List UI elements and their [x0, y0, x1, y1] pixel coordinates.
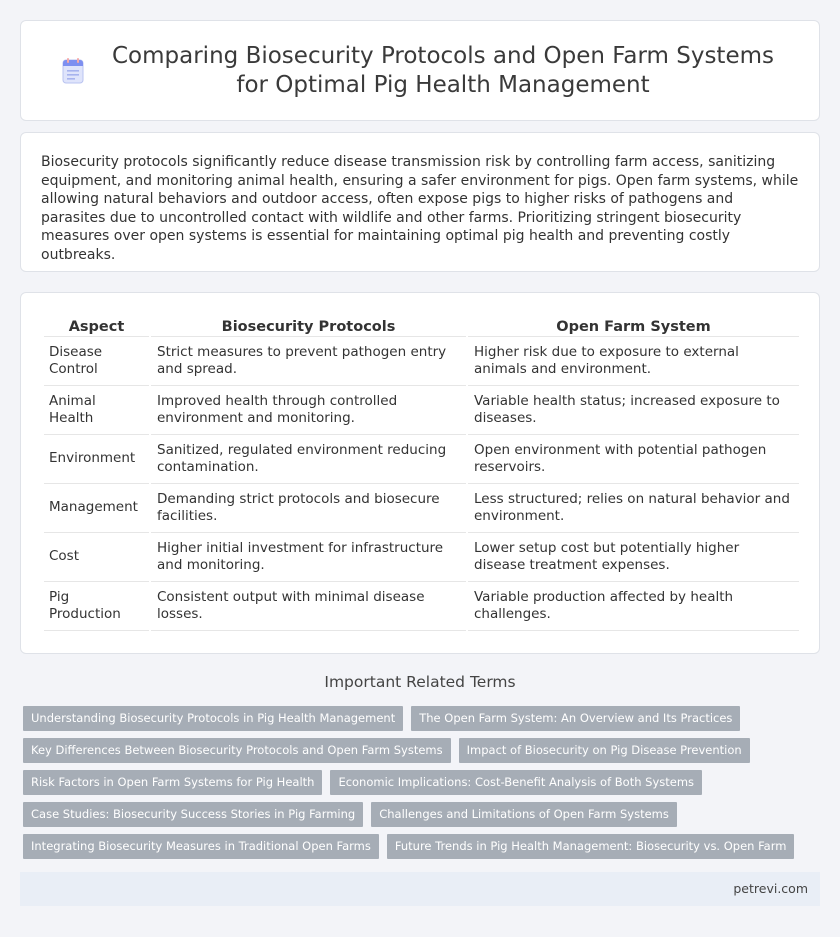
related-term-link[interactable]: Case Studies: Biosecurity Success Stories in Pig Farming — [23, 802, 363, 827]
biosecurity-cell: Sanitized, regulated environment reducing contamination. — [151, 435, 466, 484]
related-term-link[interactable]: Understanding Biosecurity Protocols in Pig Health Management — [23, 706, 403, 731]
related-term-link[interactable]: Risk Factors in Open Farm Systems for Pig Health — [23, 770, 322, 795]
comparison-table-card — [20, 292, 820, 654]
open-farm-cell: Variable health status; increased exposure to diseases. — [468, 386, 799, 435]
aspect-cell: Environment — [44, 435, 149, 484]
header-inner — [21, 21, 819, 120]
aspect-cell: Cost — [44, 533, 149, 582]
comparison-table — [42, 313, 801, 631]
biosecurity-cell: Strict measures to prevent pathogen entry and spread. — [151, 337, 466, 386]
table-row — [44, 582, 799, 631]
related-term-link[interactable]: Future Trends in Pig Health Management: Biosecurity vs. Open Farm — [387, 834, 795, 859]
biosecurity-cell: Improved health through controlled environment and monitoring. — [151, 386, 466, 435]
biosecurity-cell: Consistent output with minimal disease losses. — [151, 582, 466, 631]
footer — [20, 872, 820, 906]
table-header-row — [44, 313, 799, 337]
related-term-link[interactable]: Key Differences Between Biosecurity Protocols and Open Farm Systems — [23, 738, 451, 763]
biosecurity-cell: Demanding strict protocols and biosecure facilities. — [151, 484, 466, 533]
page-title: Comparing Biosecurity Protocols and Open Farm Systems for Optimal Pig Health Management — [112, 42, 774, 98]
related-term-link[interactable]: Integrating Biosecurity Measures in Traditional Open Farms — [23, 834, 379, 859]
tag-row — [23, 706, 823, 731]
related-term-link[interactable]: Impact of Biosecurity on Pig Disease Prevention — [459, 738, 750, 763]
table-row — [44, 484, 799, 533]
related-term-link[interactable]: Economic Implications: Cost-Benefit Analysis of Both Systems — [330, 770, 702, 795]
document-icon — [61, 57, 85, 85]
table-row — [44, 337, 799, 386]
related-term-link[interactable]: The Open Farm System: An Overview and Its Practices — [411, 706, 740, 731]
tag-row — [23, 834, 823, 859]
column-header-aspect: Aspect — [44, 313, 149, 337]
aspect-cell: Pig Production — [44, 582, 149, 631]
column-header-open-farm: Open Farm System — [468, 313, 799, 337]
summary-card — [20, 132, 820, 272]
aspect-cell: Disease Control — [44, 337, 149, 386]
table-row — [44, 386, 799, 435]
open-farm-cell: Less structured; relies on natural behavior and environment. — [468, 484, 799, 533]
open-farm-cell: Lower setup cost but potentially higher disease treatment expenses. — [468, 533, 799, 582]
open-farm-cell: Variable production affected by health challenges. — [468, 582, 799, 631]
tag-row — [23, 738, 823, 763]
aspect-cell: Animal Health — [44, 386, 149, 435]
table-row — [44, 533, 799, 582]
related-term-link[interactable]: Challenges and Limitations of Open Farm Systems — [371, 802, 677, 827]
biosecurity-cell: Higher initial investment for infrastructure and monitoring. — [151, 533, 466, 582]
open-farm-cell: Open environment with potential pathogen reservoirs. — [468, 435, 799, 484]
aspect-cell: Management — [44, 484, 149, 533]
tag-row — [23, 802, 823, 827]
footer-site-link[interactable]: petrevi.com — [733, 881, 808, 896]
tag-row — [23, 770, 823, 795]
open-farm-cell: Higher risk due to exposure to external animals and environment. — [468, 337, 799, 386]
table-row — [44, 435, 799, 484]
related-terms-tags — [23, 706, 823, 866]
header-card — [20, 20, 820, 121]
summary-text: Biosecurity protocols significantly reduce disease transmission risk by controlling farm access, sanitizing equipment, and monitoring animal health, ensuring a safer environment for pigs. Open farm systems, while allowing natural behaviors and outdoor access, often expose pigs to higher risks of pathogens and parasites due to uncontrolled contact with wildlife and other farms. Prioritizing stringent biosecurity measures over open systems is essential for maintaining optimal pig health and preventing costly outbreaks. — [41, 154, 799, 263]
related-terms-title: Important Related Terms — [324, 673, 516, 691]
column-header-biosecurity: Biosecurity Protocols — [151, 313, 466, 337]
